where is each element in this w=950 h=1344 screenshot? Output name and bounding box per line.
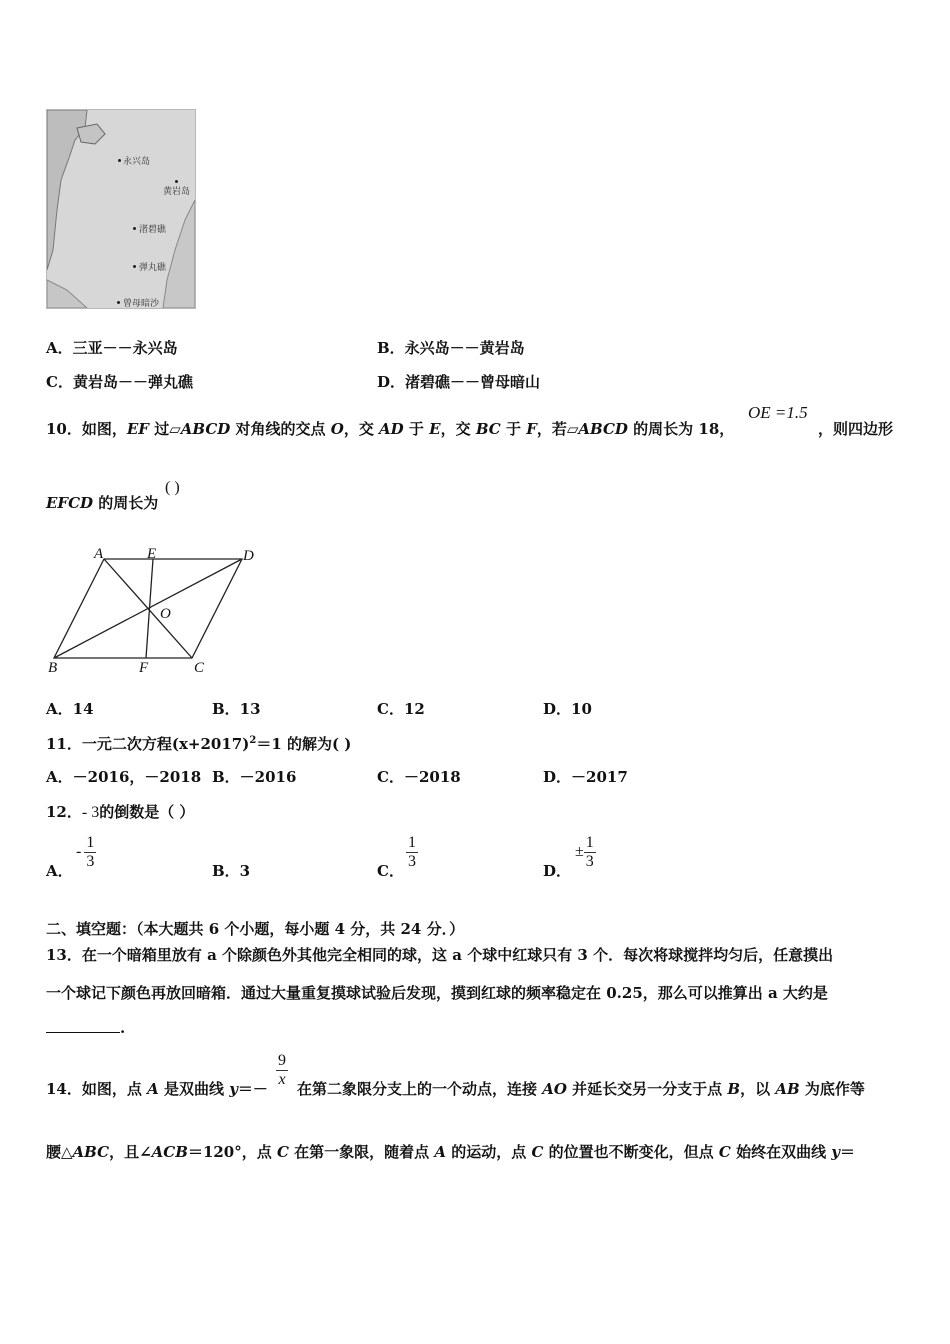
q10-stem: 10．如图，EF 过▱ABCD 对角线的交点 O，交 AD 于 E，交 BC 于 F，若▱ABCD 的周长为 18， <box>46 420 735 438</box>
q12-option-d-value: ± $\frac{1}{3}$ <box>575 834 594 870</box>
q12-option-d-label: D． <box>543 862 572 880</box>
q10-option-d: D．10 <box>543 700 592 718</box>
label-a: A <box>94 546 104 562</box>
map-coastline-drawing <box>47 110 195 308</box>
q11-option-b: B．－2016 <box>212 768 297 786</box>
q13-line1: 13．在一个暗箱里放有 a 个除颜色外其他完全相同的球，这 a 个球中红球只有 3 个．每次将球搅拌均匀后，任意摸出 <box>46 946 834 964</box>
q9-option-d: D．渚碧礁－－曾母暗山 <box>377 373 541 391</box>
label-b: B <box>48 660 58 676</box>
q13-answer-blank <box>46 1018 120 1033</box>
q12-option-c-value: $\frac{1}{3}$ <box>408 834 416 870</box>
q11-option-c: C．－2018 <box>377 768 461 786</box>
q13-line3: . <box>46 1018 125 1037</box>
q10-parallelogram-figure <box>40 540 270 680</box>
q12-stem: 12．- 3的倒数是（ ） <box>46 803 195 821</box>
q9-option-a: A．三亚－－永兴岛 <box>46 339 178 357</box>
q10-stem-end: ，则四边形 <box>818 420 894 438</box>
q12-option-a-label: A． <box>46 862 73 880</box>
map-label-huangyan: 黄岩岛 <box>163 187 191 197</box>
q12-option-b: B．3 <box>212 862 251 880</box>
q10-oe-formula: OE =1.5 <box>748 403 808 422</box>
label-e: E <box>147 546 157 562</box>
q14-line2: 腰△ABC，且∠ACB＝120°，点 C 在第一象限，随着点 A 的运动，点 C 的位置也不断变化，但点 C 始终在双曲线 y＝ <box>46 1143 856 1161</box>
q11-option-a: A．－2016，－2018 <box>46 768 202 786</box>
q14-fraction: $\frac{9}{x}$ <box>278 1052 286 1088</box>
q10-option-a: A．14 <box>46 700 94 718</box>
south-china-sea-map <box>46 109 196 309</box>
q11-option-d: D．－2017 <box>543 768 628 786</box>
q13-line2: 一个球记下颜色再放回暗箱．通过大量重复摸球试验后发现，摸到红球的频率稳定在 0.25，那么可以推算出 a 大约是 <box>46 984 828 1002</box>
q12-option-c-label: C． <box>377 862 404 880</box>
q14-line1-end: 在第二象限分支上的一个动点，连接 AO 并延长交另一分支于点 B，以 AB 为底作等 <box>297 1080 865 1098</box>
map-label-danwan: 弹丸礁 <box>139 263 167 273</box>
map-label-zhubi: 渚碧礁 <box>139 225 167 235</box>
label-c: C <box>194 660 205 676</box>
map-label-zengmu: 曾母暗沙 <box>123 299 160 309</box>
label-f: F <box>139 660 149 676</box>
q12-option-a-value: - $\frac{1}{3}$ <box>76 834 95 870</box>
q9-option-b: B．永兴岛－－黄岩岛 <box>377 339 525 357</box>
label-o: O <box>160 606 171 622</box>
label-d: D <box>243 548 254 564</box>
q10-option-c: C．12 <box>377 700 425 718</box>
q14-line1-start: 14．如图，点 A 是双曲线 y＝－ <box>46 1080 268 1098</box>
q9-option-c: C．黄岩岛－－弹丸礁 <box>46 373 193 391</box>
diagonal-bd <box>54 559 242 658</box>
section2-heading: 二、填空题：（本大题共 6 个小题，每小题 4 分，共 24 分．） <box>46 920 465 938</box>
q11-stem: 11．一元二次方程$(x+2017)^2=1$ 的解为( ) <box>46 735 352 753</box>
q10-answer-paren: ( ) <box>165 479 180 496</box>
q10-stem-line2: EFCD 的周长为 <box>46 494 159 512</box>
map-label-yongxing: 永兴岛 <box>123 157 151 167</box>
q10-option-b: B．13 <box>212 700 261 718</box>
